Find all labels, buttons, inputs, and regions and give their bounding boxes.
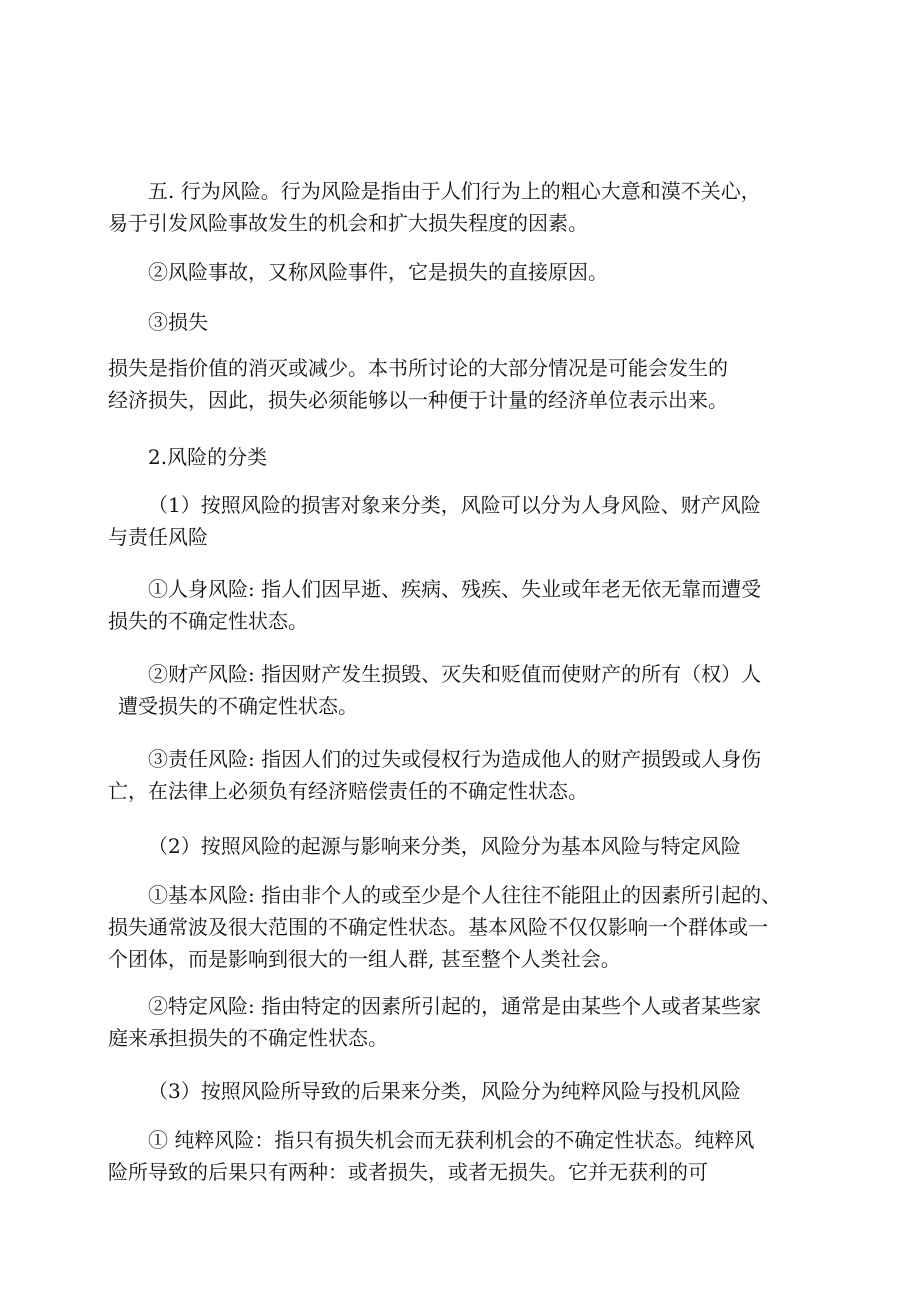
text-line: （1）按照风险的损害对象来分类，风险可以分为人身风险、财产风险 bbox=[148, 493, 761, 517]
text-line: 损失是指价值的消灭或减少。本书所讨论的大部分情况是可能会发生的 bbox=[108, 356, 728, 380]
paragraph-pure-risk bbox=[108, 1124, 818, 1188]
text-line: ① 纯粹风险：指只有损失机会而无获利机会的不确定性状态。纯粹风 bbox=[148, 1128, 755, 1152]
text-line: ②财产风险: 指因财产发生损毁、灭失和贬值而使财产的所有（权）人 bbox=[148, 662, 762, 686]
text-line: 险所导致的后果只有两种：或者损失，或者无损失。它并无获利的可 bbox=[108, 1160, 708, 1184]
paragraph-liability-risk bbox=[108, 743, 818, 807]
paragraph-classification-2 bbox=[108, 830, 818, 862]
text-line: 亡，在法律上必须负有经济赔偿责任的不确定性状态。 bbox=[108, 779, 588, 803]
text-line: 损失的不确定性状态。 bbox=[108, 609, 308, 633]
text-line: （3）按照风险所导致的后果来分类，风险分为纯粹风险与投机风险 bbox=[148, 1079, 741, 1103]
text-line: 经济损失，因此，损失必须能够以一种便于计量的经济单位表示出来。 bbox=[108, 388, 728, 412]
text-line: （2）按照风险的起源与影响来分类，风险分为基本风险与特定风险 bbox=[148, 834, 741, 858]
text-line: 损失通常波及很大范围的不确定性状态。基本风险不仅仅影响一个群体或一 bbox=[108, 915, 768, 939]
paragraph-personal-risk bbox=[108, 573, 818, 637]
text-line: 庭来承担损失的不确定性状态。 bbox=[108, 1026, 388, 1050]
text-line: 个团体，而是影响到很大的一组人群, 甚至整个人类社会。 bbox=[108, 947, 621, 971]
text-line: 与责任风险 bbox=[108, 525, 208, 549]
paragraph-particular-risk bbox=[108, 990, 818, 1054]
paragraph-classification-1 bbox=[108, 489, 818, 553]
paragraph-fundamental-risk bbox=[108, 879, 818, 975]
paragraph-classification-3 bbox=[108, 1075, 818, 1107]
paragraph-behavior-risk bbox=[108, 175, 818, 239]
section-heading-risk-classification bbox=[108, 441, 818, 473]
paragraph-risk-event bbox=[108, 256, 818, 288]
text-line: ③损失 bbox=[148, 310, 208, 334]
text-line: 2.风险的分类 bbox=[148, 445, 268, 469]
text-line: ②特定风险: 指由特定的因素所引起的，通常是由某些个人或者某些家 bbox=[148, 994, 762, 1018]
paragraph-loss-heading bbox=[108, 306, 818, 338]
text-line: ③责任风险: 指因人们的过失或侵权行为造成他人的财产损毁或人身伤 bbox=[148, 747, 762, 771]
text-line: ②风险事故，又称风险事件，它是损失的直接原因。 bbox=[148, 260, 608, 284]
text-line: ①人身风险: 指人们因早逝、疾病、残疾、失业或年老无依无靠而遭受 bbox=[148, 577, 762, 601]
text-line: 易于引发风险事故发生的机会和扩大损失程度的因素。 bbox=[108, 211, 588, 235]
text-line: 遭受损失的不确定性状态。 bbox=[118, 694, 358, 718]
text-line: ①基本风险: 指由非个人的或至少是个人往往不能阻止的因素所引起的、 bbox=[148, 883, 782, 907]
paragraph-loss-definition bbox=[108, 352, 818, 416]
text-line: 五. 行为风险。行为风险是指由于人们行为上的粗心大意和漠不关心， bbox=[148, 179, 761, 203]
paragraph-property-risk bbox=[108, 658, 818, 722]
